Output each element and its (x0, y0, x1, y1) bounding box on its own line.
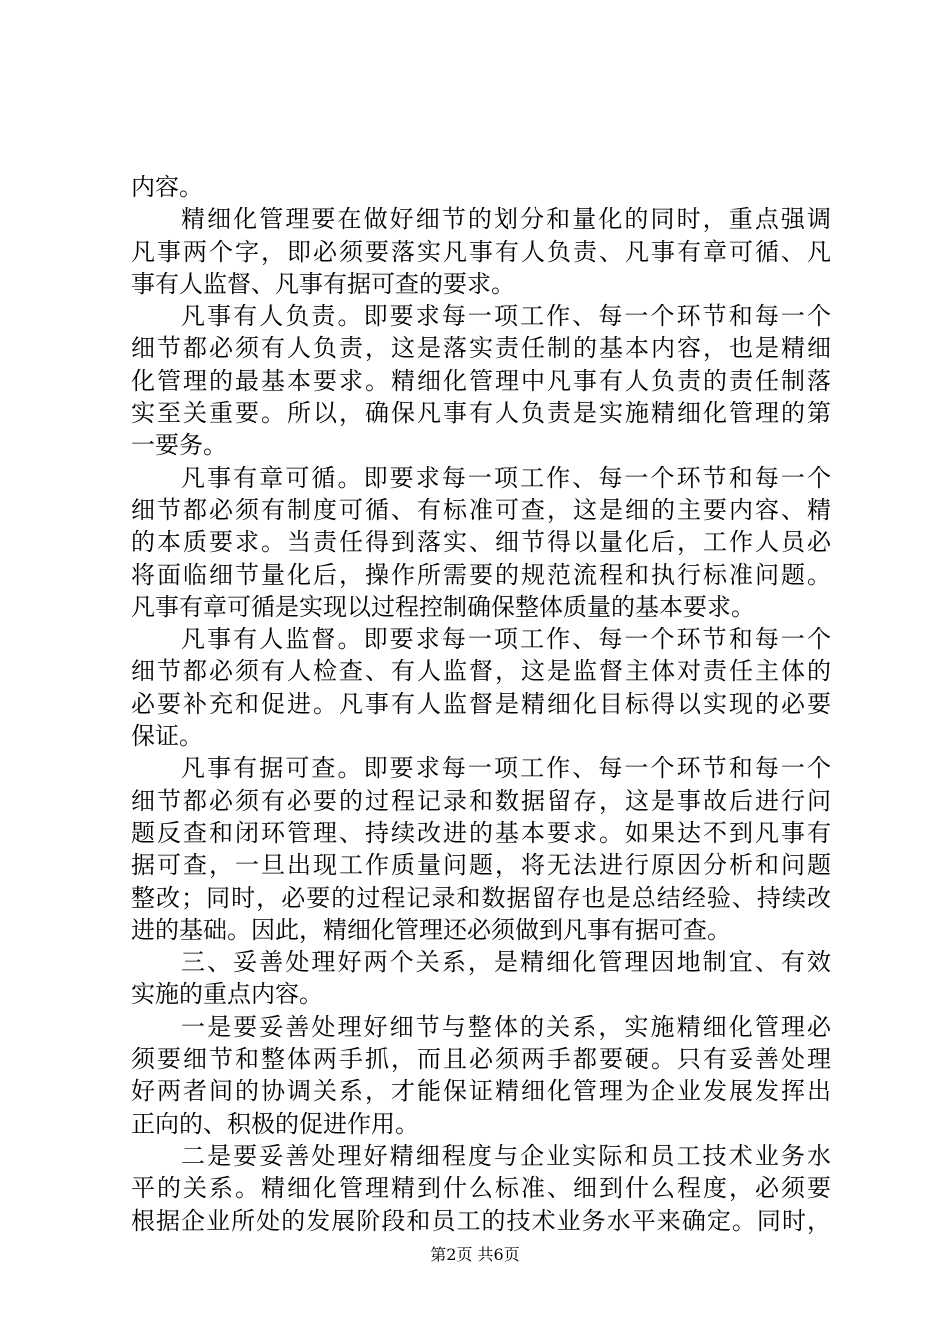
text-line: 凡事有章可循是实现以过程控制确保整体质量的基本要求。 (131, 592, 755, 621)
text-line: 平的关系。精细化管理精到什么标准、细到什么程度，必须要 (131, 1174, 831, 1203)
text-line: 将面临细节量化后，操作所需要的规范流程和执行标准问题。 (131, 560, 831, 589)
text-line: 根据企业所处的发展阶段和员工的技术业务水平来确定。同时， (131, 1206, 831, 1235)
text-line: 细节都必须有人负责，这是落实责任制的基本内容，也是精细 (131, 334, 831, 363)
text-line: 题反查和闭环管理、持续改进的基本要求。如果达不到凡事有 (131, 818, 831, 847)
text-line: 细节都必须有人检查、有人监督，这是监督主体对责任主体的 (131, 657, 831, 686)
section-heading-line: 三、妥善处理好两个关系，是精细化管理因地制宜、有效 (181, 948, 831, 977)
paragraph-first-line: 凡事有章可循。即要求每一项工作、每一个环节和每一个 (181, 463, 831, 492)
text-line: 的本质要求。当责任得到落实、细节得以量化后，工作人员必 (131, 528, 831, 557)
text-line: 整改；同时，必要的过程记录和数据留存也是总结经验、持续改 (131, 883, 831, 912)
paragraph-first-line: 凡事有据可查。即要求每一项工作、每一个环节和每一个 (181, 754, 831, 783)
text-line: 凡事两个字，即必须要落实凡事有人负责、凡事有章可循、凡 (131, 237, 831, 266)
text-line: 好两者间的协调关系，才能保证精细化管理为企业发展发挥出 (131, 1077, 831, 1106)
paragraph-first-line: 一是要妥善处理好细节与整体的关系，实施精细化管理必 (181, 1012, 831, 1041)
text-line: 实施的重点内容。 (131, 980, 323, 1009)
text-line: 细节都必须有必要的过程记录和数据留存，这是事故后进行问 (131, 786, 831, 815)
document-body (131, 171, 831, 1237)
paragraph-first-line: 二是要妥善处理好精细程度与企业实际和员工技术业务水 (181, 1141, 831, 1170)
text-line: 化管理的最基本要求。精细化管理中凡事有人负责的责任制落 (131, 366, 831, 395)
paragraph-first-line: 凡事有人监督。即要求每一项工作、每一个环节和每一个 (181, 625, 831, 654)
text-line: 进的基础。因此，精细化管理还必须做到凡事有据可查。 (131, 915, 731, 944)
text-line: 须要细节和整体两手抓，而且必须两手都要硬。只有妥善处理 (131, 1045, 831, 1074)
text-line: 据可查，一旦出现工作质量问题，将无法进行原因分析和问题 (131, 851, 831, 880)
text-line: 一要务。 (131, 431, 227, 460)
text-line: 保证。 (131, 722, 203, 751)
text-line: 内容。 (131, 173, 203, 201)
page-number-footer: 第2页 共6页 (430, 1245, 520, 1264)
text-line: 事有人监督、凡事有据可查的要求。 (131, 269, 515, 298)
text-line: 实至关重要。所以，确保凡事有人负责是实施精细化管理的第 (131, 399, 831, 428)
paragraph-first-line: 凡事有人负责。即要求每一项工作、每一个环节和每一个 (181, 302, 831, 331)
text-line: 正向的、积极的促进作用。 (131, 1109, 419, 1138)
text-line: 必要补充和促进。凡事有人监督是精细化目标得以实现的必要 (131, 689, 831, 718)
paragraph-first-line: 精细化管理要在做好细节的划分和量化的同时，重点强调 (181, 205, 831, 234)
text-line: 细节都必须有制度可循、有标准可查，这是细的主要内容、精 (131, 495, 831, 524)
